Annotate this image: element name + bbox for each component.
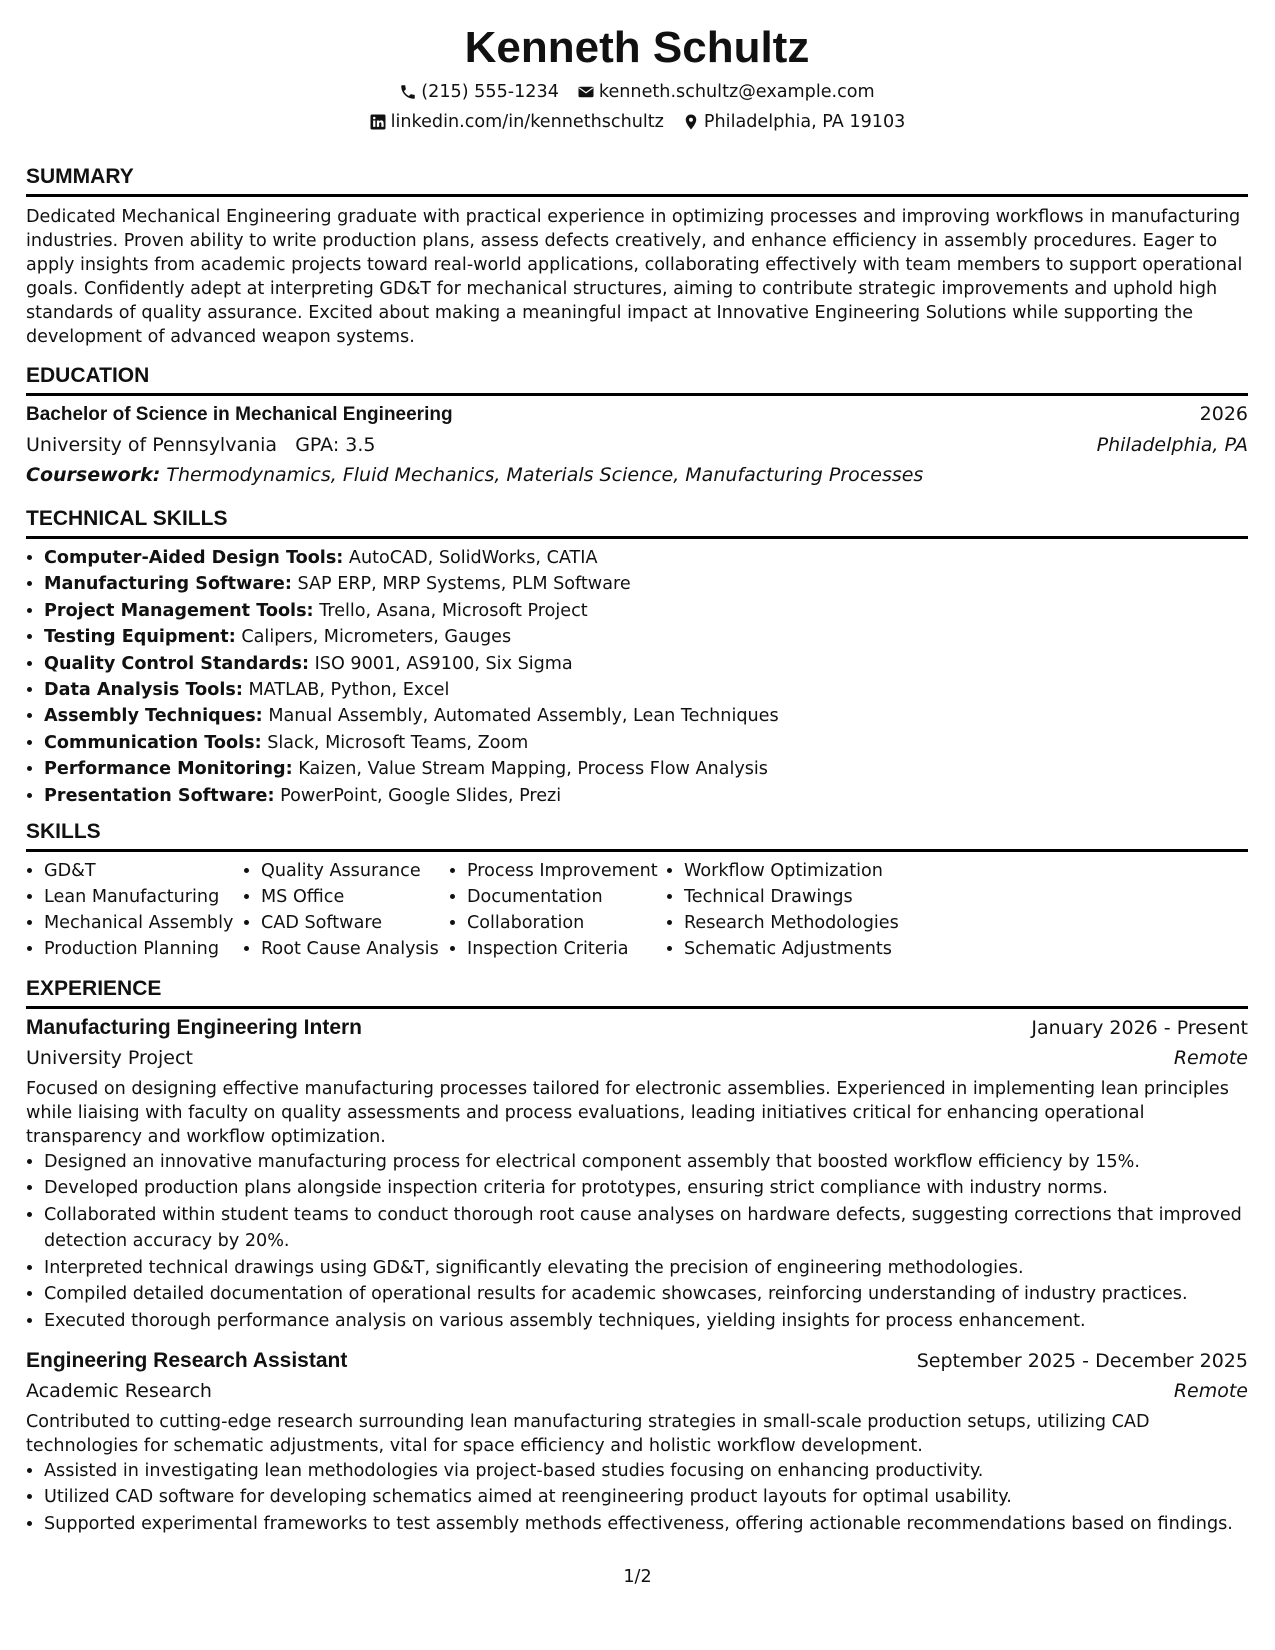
job-title: Manufacturing Engineering Intern <box>26 1016 363 1040</box>
map-pin-icon <box>682 113 700 131</box>
job-bullet: • Compiled detailed documentation of operational results for academic showcases, reinforcing understanding of industry practices. <box>44 1281 1248 1307</box>
school-name: University of Pennsylvania <box>26 434 278 456</box>
skill-item: • Process Improvement <box>467 858 666 884</box>
degree-title: Bachelor of Science in Mechanical Engineering <box>26 404 453 425</box>
skills-heading: SKILLS <box>26 819 1248 852</box>
candidate-name: Kenneth Schultz <box>464 23 810 72</box>
skill-item: • Mechanical Assembly <box>44 910 243 936</box>
skills-column <box>243 858 449 962</box>
job-bullet: • Developed production plans alongside inspection criteria for prototypes, ensuring strict compliance with industry norms. <box>44 1175 1248 1201</box>
job-entry <box>26 1013 1248 1334</box>
job-bullet: • Executed thorough performance analysis on various assembly techniques, yielding insights for process enhancement. <box>44 1308 1248 1334</box>
job-bullets <box>26 1458 1248 1537</box>
contact-row-2 <box>26 110 1248 134</box>
contact-row-1 <box>26 80 1248 104</box>
technical-skill-item <box>44 783 1248 809</box>
skill-item: • Research Methodologies <box>684 910 906 936</box>
job-header-row <box>26 1013 1248 1043</box>
resume-page <box>26 0 1248 1650</box>
job-summary: Contributed to cutting-edge research surrounding lean manufacturing strategies in small-scale production setups, utilizing CAD technologies for schematic adjustments, vital for space efficiency and holistic workflow development. <box>26 1411 1150 1456</box>
technical-skill-label: Computer-Aided Design Tools: <box>44 548 344 568</box>
school-row <box>26 430 1248 460</box>
technical-skills-heading: TECHNICAL SKILLS <box>26 506 1248 539</box>
job-organization: University Project <box>26 1047 193 1070</box>
skill-item: • Production Planning <box>44 936 243 962</box>
job-bullets <box>26 1149 1248 1334</box>
technical-skill-label: Project Management Tools: <box>44 600 314 621</box>
job-bullet: • Utilized CAD software for developing schematics aimed at reengineering product layouts for optimal usability. <box>44 1484 1248 1510</box>
email-text: kenneth.schultz@example.com <box>598 82 875 102</box>
job-location: Remote <box>1173 1047 1248 1070</box>
technical-skill-value: MATLAB, Python, Excel <box>248 680 450 701</box>
technical-skill-item <box>44 730 1248 756</box>
job-location: Remote <box>1173 1379 1248 1402</box>
phone-text: (215) 555-1234 <box>421 82 559 102</box>
skill-item: • CAD Software <box>261 910 449 936</box>
coursework-line <box>26 460 1248 490</box>
technical-skill-item <box>44 677 1248 703</box>
technical-skill-value: ISO 9001, AS9100, Six Sigma <box>314 653 573 674</box>
technical-skill-label: Presentation Software: <box>44 785 275 806</box>
skill-item: • Technical Drawings <box>684 884 906 910</box>
phone-contact[interactable] <box>399 80 559 104</box>
experience-heading: EXPERIENCE <box>26 976 1248 1009</box>
skills-grid <box>26 858 1248 962</box>
technical-skill-value: AutoCAD, SolidWorks, CATIA <box>348 548 598 568</box>
technical-skill-label: Communication Tools: <box>44 732 262 753</box>
linkedin-contact[interactable] <box>369 110 664 134</box>
skill-item: • Collaboration <box>467 910 666 936</box>
technical-skill-value: Manual Assembly, Automated Assembly, Lean Techniques <box>268 706 779 727</box>
location-text: Philadelphia, PA 19103 <box>703 112 906 132</box>
skills-column <box>666 858 906 962</box>
technical-skill-item <box>44 571 1248 597</box>
job-entry <box>26 1346 1248 1537</box>
technical-skill-value: PowerPoint, Google Slides, Prezi <box>280 785 562 806</box>
skill-item: • Lean Manufacturing <box>44 884 243 910</box>
technical-skill-item <box>44 703 1248 729</box>
coursework-list: Thermodynamics, Fluid Mechanics, Materials Science, Manufacturing Processes <box>166 464 924 486</box>
technical-skill-label: Quality Control Standards: <box>44 653 309 674</box>
resume-header <box>26 22 1248 134</box>
job-dates: September 2025 - December 2025 <box>916 1349 1248 1372</box>
job-organization: Academic Research <box>26 1379 212 1402</box>
skill-item: • Root Cause Analysis <box>261 936 449 962</box>
skill-item: • Quality Assurance <box>261 858 449 884</box>
technical-skill-value: SAP ERP, MRP Systems, PLM Software <box>297 574 631 595</box>
summary-section <box>26 164 1248 349</box>
skill-item: • Documentation <box>467 884 666 910</box>
job-bullet: • Assisted in investigating lean methodologies via project-based studies focusing on enhancing productivity. <box>44 1458 1248 1484</box>
skill-item: • Inspection Criteria <box>467 936 666 962</box>
technical-skill-item <box>44 624 1248 650</box>
linkedin-text: linkedin.com/in/kennethschultz <box>390 112 664 132</box>
experience-section <box>26 976 1248 1537</box>
coursework-label: Coursework: <box>26 464 161 486</box>
education-heading: EDUCATION <box>26 363 1248 396</box>
skill-item: • Schematic Adjustments <box>684 936 906 962</box>
job-header-row <box>26 1346 1248 1376</box>
technical-skill-value: Trello, Asana, Microsoft Project <box>319 600 588 621</box>
education-section <box>26 363 1248 490</box>
skills-section <box>26 819 1248 962</box>
summary-heading: SUMMARY <box>26 164 1248 197</box>
phone-icon <box>399 83 417 101</box>
linkedin-icon <box>369 113 387 131</box>
graduation-year: 2026 <box>1199 403 1248 425</box>
skill-item: • MS Office <box>261 884 449 910</box>
skills-column <box>26 858 243 962</box>
school-info <box>26 430 376 460</box>
skill-item: • Workflow Optimization <box>684 858 906 884</box>
job-summary: Focused on designing effective manufacturing processes tailored for electronic assemblies. Experienced in implementing lean principles while liaising with faculty on quality assessments and process evaluations, leading initiatives critical for enhancing operational transparency and workflow optimization. <box>26 1079 1229 1148</box>
page-number: 1/2 <box>623 1567 652 1587</box>
job-title: Engineering Research Assistant <box>26 1348 348 1372</box>
job-list <box>26 1013 1248 1537</box>
job-bullet: • Designed an innovative manufacturing process for electrical component assembly that boosted workflow efficiency by 15%. <box>44 1149 1248 1175</box>
job-bullet: • Supported experimental frameworks to test assembly methods effectiveness, offering actionable recommendations based on findings. <box>44 1511 1248 1537</box>
technical-skill-label: Testing Equipment: <box>44 627 236 648</box>
technical-skill-item <box>44 651 1248 677</box>
skill-item: • GD&T <box>44 858 243 884</box>
technical-skill-item <box>44 545 1248 571</box>
technical-skills-section <box>26 506 1248 809</box>
technical-skill-value: Kaizen, Value Stream Mapping, Process Flow Analysis <box>298 759 768 780</box>
skills-column <box>449 858 666 962</box>
job-org-row <box>26 1376 1248 1406</box>
location-contact <box>682 110 905 134</box>
technical-skills-list <box>26 545 1248 809</box>
technical-skill-value: Calipers, Micrometers, Gauges <box>241 627 512 648</box>
job-bullet: • Interpreted technical drawings using GD&T, significantly elevating the precision of engineering methodologies. <box>44 1255 1248 1281</box>
job-dates: January 2026 - Present <box>1031 1017 1248 1040</box>
gpa: GPA: 3.5 <box>295 434 376 456</box>
technical-skill-label: Manufacturing Software: <box>44 574 292 595</box>
technical-skill-label: Performance Monitoring: <box>44 759 293 780</box>
envelope-icon <box>577 83 595 101</box>
job-org-row <box>26 1043 1248 1073</box>
job-bullet: • Collaborated within student teams to conduct thorough root cause analyses on hardware defects, suggesting corrections that improved detection accuracy by 20%. <box>44 1202 1248 1255</box>
summary-text: Dedicated Mechanical Engineering graduate with practical experience in optimizing processes and improving workflows in manufacturing industries. Proven ability to write production plans, assess defects creatively, and enhance efficiency in assembly procedures. Eager to apply insights from academic projects toward real-world applications, collaborating effectively with team members to support operational goals. Confidently adept at interpreting GD&T for mechanical structures, aiming to contribute strategic improvements and uphold high standards of quality assurance. Excited about making a meaningful impact at Innovative Engineering Solutions while supporting the development of advanced weapon systems. <box>26 207 1243 347</box>
technical-skill-value: Slack, Microsoft Teams, Zoom <box>267 732 529 753</box>
technical-skill-item <box>44 598 1248 624</box>
technical-skill-label: Data Analysis Tools: <box>44 680 243 701</box>
degree-row <box>26 400 1248 430</box>
email-contact[interactable] <box>577 80 875 104</box>
technical-skill-label: Assembly Techniques: <box>44 706 263 727</box>
technical-skill-item <box>44 756 1248 782</box>
school-location: Philadelphia, PA <box>1096 434 1248 456</box>
